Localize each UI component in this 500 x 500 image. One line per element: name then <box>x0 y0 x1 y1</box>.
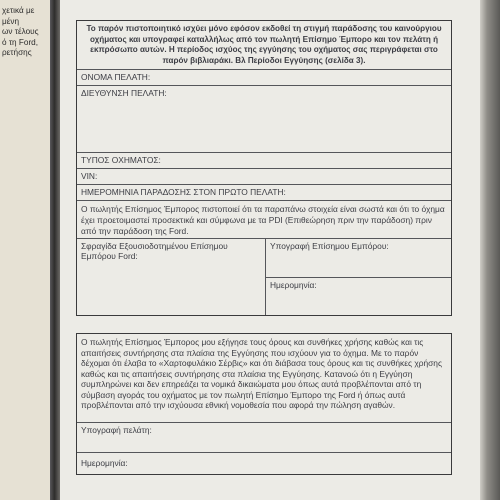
dealer-stamp-area[interactable] <box>77 239 266 315</box>
customer-address-label: ΔΙΕΥΘΥΝΣΗ ΠΕΛΑΤΗ: <box>81 88 167 98</box>
dealer-signature-label: Υπογραφή Επίσημου Εμπόρου: <box>270 241 389 251</box>
dealer-signature-column <box>266 239 451 315</box>
customer-date-label: Ημερομηνία: <box>81 458 128 468</box>
dealer-date-label: Ημερομηνία: <box>270 279 317 290</box>
left-page-text <box>2 6 50 59</box>
customer-date-field[interactable] <box>77 452 451 473</box>
left-page-line: ρετήσης <box>2 48 32 57</box>
dealer-date-field[interactable] <box>266 277 451 316</box>
delivery-date-label: ΗΜΕΡΟΜΗΝΙΑ ΠΑΡΑΔΟΣΗΣ ΣΤΟΝ ΠΡΩΤΟ ΠΕΛΑΤΗ: <box>81 187 286 197</box>
vin-field[interactable] <box>77 168 451 184</box>
book-gutter <box>50 0 60 500</box>
left-page-line: ό τη Ford, <box>2 37 39 47</box>
customer-name-label: ΟΝΟΜΑ ΠΕΛΑΤΗ: <box>81 72 151 82</box>
intro-text: Το παρόν πιστοποιητικό ισχύει μόνο εφόσον εκδοθεί τη στιγμή παράδοσης του καινούργιου οχήματος και υπογραφεί καταλλήλως από τον πωλητή Επίσημο Έμπορο και τον πελάτη ή εκπρόσωπο αυτών. Η περίοδος ισχύος της εγγύησης του οχήματος σας περιγράφεται στο παρόν βιβλιαράκι. Βλ Περίοδοι Εγγύησης (σελίδα 3). <box>86 24 442 65</box>
customer-address-field[interactable] <box>77 85 451 152</box>
customer-name-field[interactable] <box>77 69 451 85</box>
vehicle-type-field[interactable] <box>77 152 451 168</box>
customer-signature-field[interactable] <box>77 422 451 452</box>
left-page-line: ων τέλους <box>2 27 39 36</box>
signature-section <box>77 238 451 315</box>
vin-label: VIN: <box>81 171 98 181</box>
left-page-line: μένη <box>2 16 20 26</box>
vehicle-type-label: ΤΥΠΟΣ ΟΧΗΜΑΤΟΣ: <box>81 155 161 165</box>
customer-signature-label: Υπογραφή πελάτη: <box>81 425 152 435</box>
left-page-line: χετικά με <box>2 6 35 15</box>
delivery-date-field[interactable] <box>77 184 451 200</box>
left-page <box>0 0 50 500</box>
dealer-stamp-label: Σφραγίδα Εξουσιοδοτημένου Επίσημου Εμπόρου Ford: <box>81 241 228 261</box>
customer-statement: Ο πωλητής Επίσημος Έμπορος μου εξήγησε τους όρους και συνθήκες χρήσης καθώς και τις απαιτήσεις συντήρησης στα πλαίσια της Εγγύησης που ισχύουν για το όχημα. Με το παρόν δέχομαι ότι έλαβα το «Χαρτοφυλάκιο Σέρβις» και ότι διάβασα τους όρους και τις συνθήκες χρήσης καθώς και τις απαιτήσεις συντήρησης στα πλαίσια της Εγγύησης. Κατανοώ ότι η Εγγύηση συμπληρώνει και δεν επηρεάζει τα νομικά δικαιώματα μου όπως αυτά προβλέπονται από τη σύμβαση αγοράς του οχήματος με τον πωλητή Επίσημο Έμπορο της Ford ή όπως αυτά προβλέπονται από την ισχύουσα εθνική νομοθεσία που αφορά την πώληση αγαθών. <box>81 337 442 410</box>
page-edge <box>480 0 500 500</box>
certificate-form <box>76 20 452 316</box>
dealer-statement: Ο πωλητής Επίσημος Έμπορος πιστοποιεί ότι τα παραπάνω στοιχεία είναι σωστά και ότι το όχημα έχει προετοιμαστεί προσεκτικά και σύμφωνα με τα PDI (Επιθεώρηση πριν την παράδοση) πριν από την παράδοση της Ford. <box>77 200 451 238</box>
customer-acknowledgement-form <box>76 333 452 475</box>
dealer-signature-field[interactable] <box>266 239 451 277</box>
